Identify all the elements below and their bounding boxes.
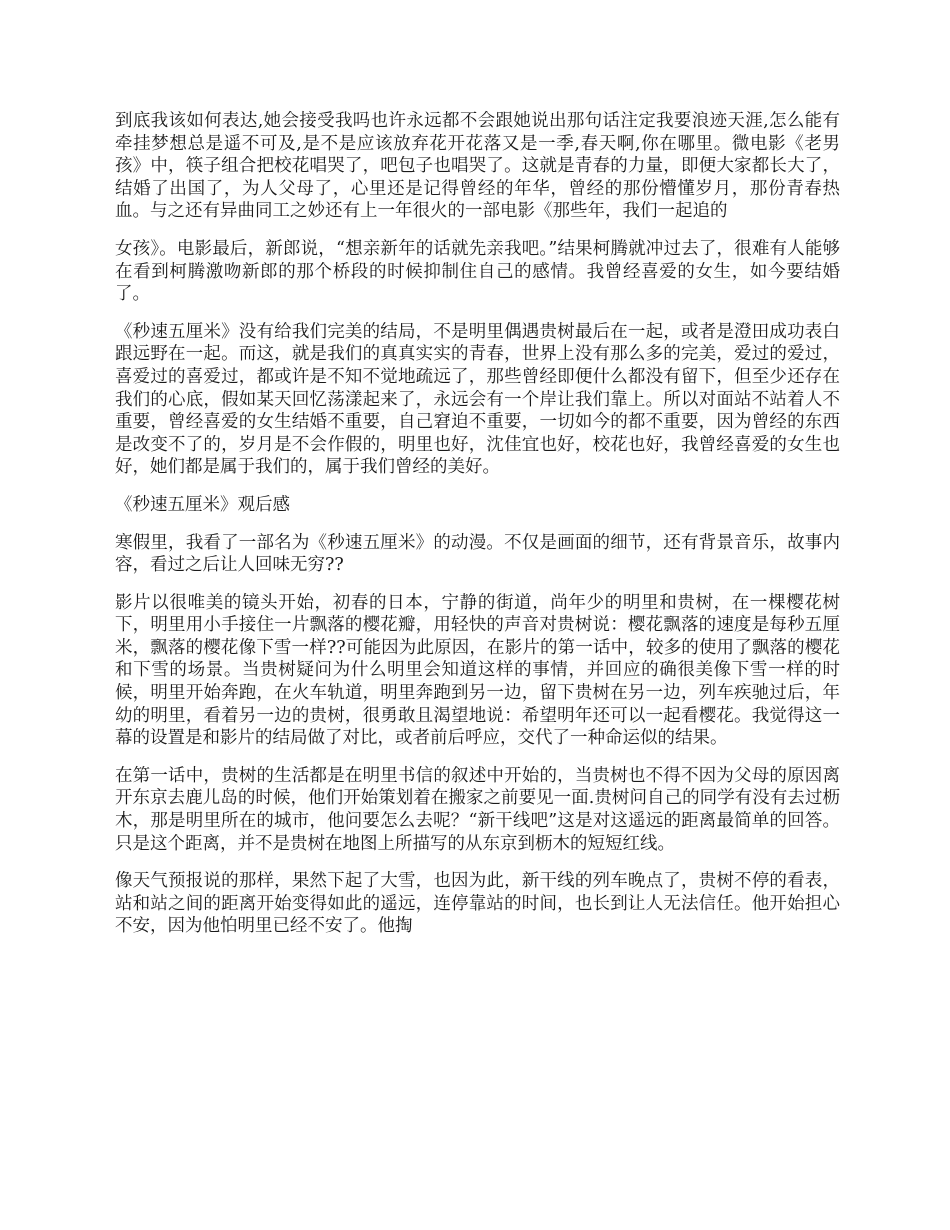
paragraph: 像天气预报说的那样，果然下起了大雪，也因为此，新干线的列车晚点了，贵树不停的看表，站和站之间的距离开始变得如此的遥远，连停靠站的时间，也长到让人无法信任。他开始担心不安，因为他怕明里已经不安了。他掏 (115, 871, 840, 937)
paragraph: 女孩》。电影最后，新郎说，“想亲新年的话就先亲我吧。”结果柯腾就冲过去了，很难有人能够在看到柯腾激吻新郎的那个桥段的时候抑制住自己的感情。我曾经喜爱的女生，如今要结婚了。 (115, 238, 840, 305)
paragraph: 影片以很唯美的镜头开始，初春的日本，宁静的街道，尚年少的明里和贵树，在一棵樱花树下，明里用小手接住一片飘落的樱花瓣，用轻快的声音对贵树说：樱花飘落的速度是每秒五厘米，飘落的樱花像下雪一样??可能因为此原因，在影片的第一话中，较多的使用了飘落的樱花和下雪的场景。当贵树疑问为什么明里会知道这样的事情，并回应的确很美像下雪一样的时候，明里开始奔跑，在火车轨道，明里奔跑到另一边，留下贵树在另一边，列车疾驰过后，年幼的明里，看着另一边的贵树，很勇敢且渴望地说：希望明年还可以一起看樱花。我觉得这一幕的设置是和影片的结局做了对比，或者前后呼应，交代了一种命运似的结果。 (115, 592, 840, 749)
paragraph: 寒假里，我看了一部名为《秒速五厘米》的动漫。不仅是画面的细节，还有背景音乐，故事内容，看过之后让人回味无穷?? (115, 532, 840, 576)
paragraph: 《秒速五厘米》没有给我们完美的结局，不是明里偶遇贵树最后在一起，或者是澄田成功表白跟远野在一起。而这，就是我们的真真实实的青春，世界上没有那么多的完美，爱过的爱过，喜爱过的喜爱过，都或许是不知不觉地疏远了，那些曾经即便什么都没有留下，但至少还存在我们的心底，假如某天回忆荡漾起来了，永远会有一个岸让我们靠上。所以对面站不站着人不重要，曾经喜爱的女生结婚不重要，自己窘迫不重要，一切如今的都不重要，因为曾经的东西是改变不了的，岁月是不会作假的，明里也好，沈佳宜也好，校花也好，我曾经喜爱的女生也好，她们都是属于我们的，属于我们曾经的美好。 (115, 321, 840, 478)
paragraph: 在第一话中，贵树的生活都是在明里书信的叙述中开始的，当贵树也不得不因为父母的原因离开东京去鹿儿岛的时候，他们开始策划着在搬家之前要见一面.贵树问自己的同学有没有去过枥木，那是明里所在的城市，他问要怎么去呢？“新干线吧”这是对这遥远的距离最简单的回答。只是这个距离，并不是贵树在地图上所描写的从东京到枥木的短短红线。 (115, 765, 840, 854)
paragraph: 到底我该如何表达,她会接受我吗也许永远都不会跟她说出那句话注定我要浪迹天涯,怎么能有牵挂梦想总是遥不可及,是不是应该放弃花开花落又是一季,春天啊,你在哪里。微电影《老男孩》中，筷子组合把校花唱哭了，吧包子也唱哭了。这就是青春的力量，即便大家都长大了，结婚了出国了，为人父母了，心里还是记得曾经的年华，曾经的那份懵懂岁月，那份青春热血。与之还有异曲同工之妙还有上一年很火的一部电影《那些年，我们一起追的 (115, 111, 840, 222)
section-heading: 《秒速五厘米》观后感 (115, 494, 290, 515)
document-body (115, 110, 840, 953)
